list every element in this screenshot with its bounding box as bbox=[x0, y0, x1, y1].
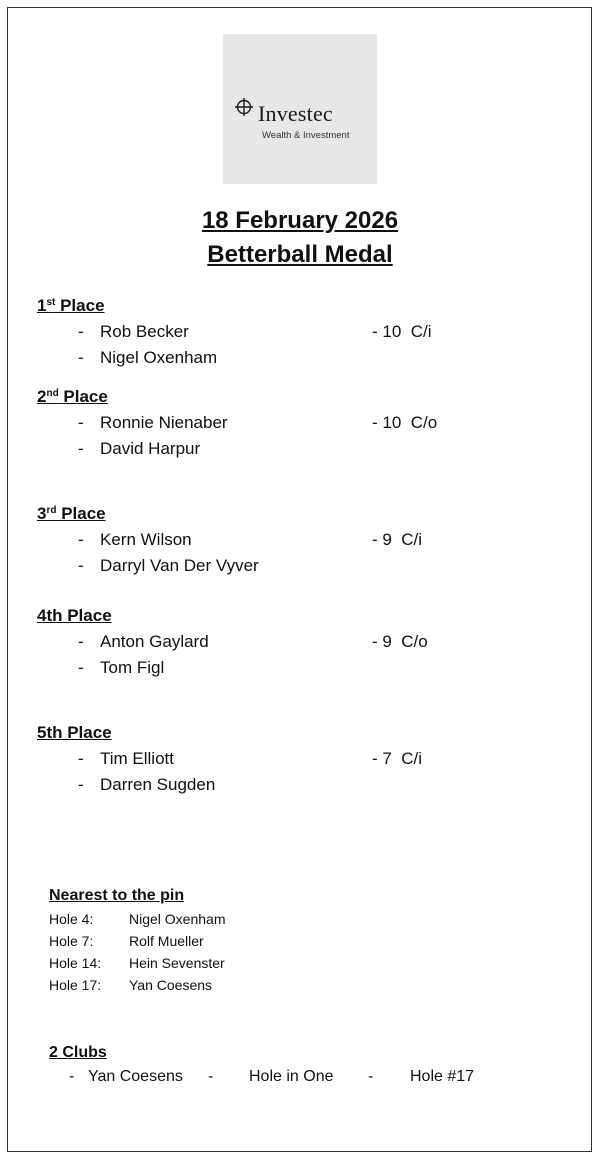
player-name: Tim Elliott bbox=[100, 749, 174, 768]
event-name: Betterball Medal bbox=[207, 241, 393, 268]
logo-wordmark: Investec bbox=[258, 101, 333, 126]
two-clubs-hole: Hole #17 bbox=[410, 1068, 475, 1085]
nearest-pin-hole: Hole 7: bbox=[49, 933, 94, 949]
player-name: Darren Sugden bbox=[100, 775, 216, 794]
player-name: Tom Figl bbox=[100, 658, 165, 677]
two-clubs-heading: 2 Clubs bbox=[49, 1044, 107, 1061]
bullet-dash: - bbox=[78, 632, 84, 651]
nearest-pin-heading: Nearest to the pin bbox=[49, 887, 185, 904]
bullet-dash: - bbox=[78, 749, 84, 768]
place-score-2: - 10 C/o bbox=[372, 413, 438, 432]
place-score-5: - 7 C/i bbox=[372, 749, 423, 768]
player-name: Kern Wilson bbox=[100, 530, 192, 549]
place-heading-5: 5th Place bbox=[37, 723, 112, 742]
bullet-dash: - bbox=[78, 348, 84, 367]
nearest-pin-winner: Nigel Oxenham bbox=[129, 911, 226, 927]
nearest-pin-winner: Yan Coesens bbox=[129, 977, 213, 993]
bullet-dash: - bbox=[78, 413, 84, 432]
player-name: David Harpur bbox=[100, 439, 201, 458]
place-heading-1: 1st Place bbox=[37, 296, 105, 315]
bullet-dash: - bbox=[78, 530, 84, 549]
nearest-pin-winner: Hein Sevenster bbox=[129, 955, 225, 971]
event-date: 18 February 2026 bbox=[201, 207, 399, 234]
bullet-dash: - bbox=[78, 658, 84, 677]
bullet-dash: - bbox=[69, 1068, 75, 1085]
nearest-pin-hole: Hole 17: bbox=[49, 977, 102, 993]
bullet-dash: - bbox=[78, 322, 84, 341]
separator-dash: - bbox=[208, 1068, 214, 1085]
bullet-dash: - bbox=[78, 556, 84, 575]
bullet-dash: - bbox=[78, 775, 84, 794]
nearest-pin-hole: Hole 14: bbox=[49, 955, 102, 971]
logo-tagline: Wealth & Investment bbox=[262, 130, 350, 141]
place-heading-3: 3rd Place bbox=[37, 504, 106, 523]
place-score-4: - 9 C/o bbox=[372, 632, 428, 651]
crosshair-logo-icon bbox=[235, 98, 253, 116]
place-heading-4: 4th Place bbox=[37, 606, 112, 625]
player-name: Darryl Van Der Vyver bbox=[100, 556, 259, 575]
player-name: Ronnie Nienaber bbox=[100, 413, 228, 432]
nearest-pin-winner: Rolf Mueller bbox=[129, 933, 204, 949]
place-score-1: - 10 C/i bbox=[372, 322, 432, 341]
bullet-dash: - bbox=[78, 439, 84, 458]
separator-dash: - bbox=[368, 1068, 374, 1085]
nearest-pin-hole: Hole 4: bbox=[49, 911, 94, 927]
player-name: Nigel Oxenham bbox=[100, 348, 218, 367]
two-clubs-winner: Yan Coesens bbox=[88, 1068, 183, 1085]
place-heading-2: 2nd Place bbox=[37, 387, 108, 406]
player-name: Anton Gaylard bbox=[100, 632, 209, 651]
two-clubs-achievement: Hole in One bbox=[249, 1068, 334, 1085]
player-name: Rob Becker bbox=[100, 322, 189, 341]
place-score-3: - 9 C/i bbox=[372, 530, 423, 549]
